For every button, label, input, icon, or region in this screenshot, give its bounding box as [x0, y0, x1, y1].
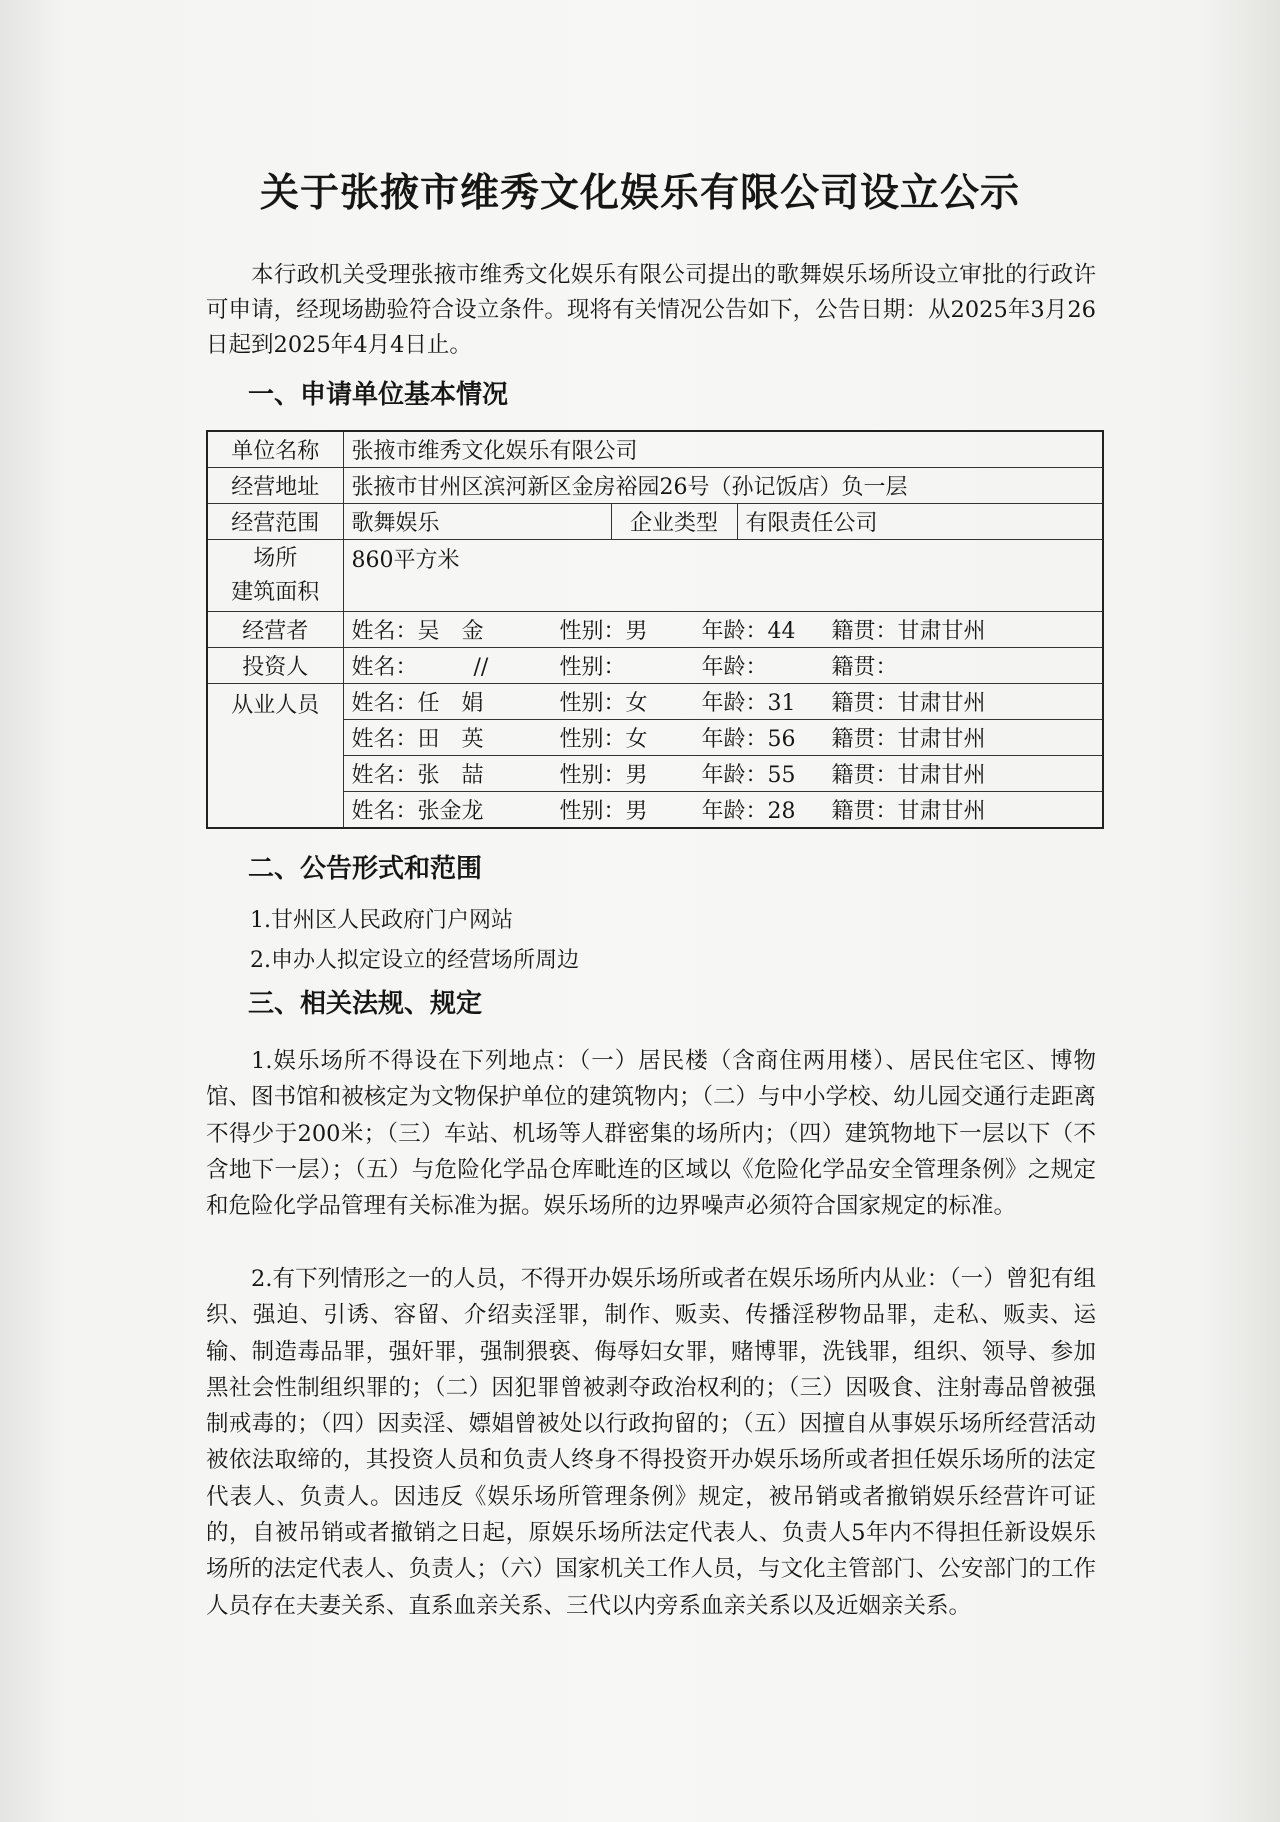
address-label: 经营地址 [207, 468, 343, 504]
operator-label: 经营者 [207, 612, 343, 648]
operator-age: 44 [767, 619, 796, 644]
staff-age: 55 [767, 763, 796, 788]
staff-age: 28 [767, 799, 796, 824]
operator-info: 姓名：吴 金 性别：男 年龄：44 籍贯：甘肃甘州 [343, 612, 1103, 648]
table-row [207, 612, 1103, 648]
operator-native: 甘肃甘州 [897, 619, 986, 644]
investor-name: // [473, 655, 489, 680]
unit-name-label: 单位名称 [207, 431, 343, 468]
investor-label: 投资人 [207, 648, 343, 684]
section-heading-announcement-scope: 二、公告形式和范围 [248, 854, 483, 884]
section-heading-basic-info: 一、申请单位基本情况 [248, 380, 509, 410]
staff-age: 31 [767, 691, 796, 716]
staff-native: 甘肃甘州 [897, 691, 986, 716]
list-item: 1.甘州区人民政府门户网站 [250, 908, 513, 933]
staff-native: 甘肃甘州 [897, 799, 986, 824]
staff-sex: 女 [625, 727, 648, 752]
area-value: 860平方米 [343, 540, 1103, 612]
table-row [207, 648, 1103, 684]
table-row [207, 431, 1103, 468]
staff-age: 56 [767, 727, 796, 752]
staff-name: 田 英 [417, 727, 484, 752]
table-row [207, 540, 1103, 612]
operator-name: 吴 金 [417, 619, 484, 644]
section-heading-regulations: 三、相关法规、规定 [248, 989, 483, 1019]
scope-value: 歌舞娱乐 [343, 504, 611, 540]
table-row [207, 504, 1103, 540]
staff-name: 张金龙 [417, 799, 484, 824]
investor-info: 姓名： // 性别： 年龄： 籍贯： [343, 648, 1103, 684]
area-label-line2: 建筑面积 [231, 579, 320, 605]
table-row [207, 468, 1103, 504]
regulation-paragraph: 2.有下列情形之一的人员，不得开办娱乐场所或者在娱乐场所内从业：（一）曾犯有组织、强迫、引诱、容留、介绍卖淫罪，制作、贩卖、传播淫秽物品罪，走私、贩卖、运输、制造毒品罪，强奸罪，强制猥亵、侮辱妇女罪，赌博罪，洗钱罪，组织、领导、参加黑社会性制组织罪的；（二）因犯罪曾被剥夺政治权利的；（三）因吸食、注射毒品曾被强制戒毒的；（四）因卖淫、嫖娼曾被处以行政拘留的；（五）因擅自从事娱乐场所经营活动被依法取缔的，其投资人员和负责人终身不得投资开办娱乐场所或者担任娱乐场所的法定代表人、负责人。因违反《娱乐场所管理条例》规定，被吊销或者撤销娱乐经营许可证的，自被吊销或者撤销之日起，原娱乐场所法定代表人、负责人5年内不得担任新设娱乐场所的法定代表人、负责人；（六）国家机关工作人员，与文化主管部门、公安部门的工作人员存在夫妻关系、直系血亲关系、三代以内旁系血亲关系以及近姻亲关系。 [206, 1266, 1096, 1619]
area-label-line1: 场所 [253, 545, 298, 571]
regulation-paragraph: 1.娱乐场所不得设在下列地点：（一）居民楼（含商住两用楼）、居民住宅区、博物馆、图书馆和被核定为文物保护单位的建筑物内；（二）与中小学校、幼儿园交通行走距离不得少于200米；（三）车站、机场等人群密集的场所内；（四）建筑物地下一层以下（不含地下一层）；（五）与危险化学品仓库毗连的区域以《危险化学品安全管理条例》之规定和危险化学品管理有关标准为据。娱乐场所的边界噪声必须符合国家规定的标准。 [206, 1048, 1096, 1220]
intro-paragraph: 本行政机关受理张掖市维秀文化娱乐有限公司提出的歌舞娱乐场所设立审批的行政许可申请，经现场勘验符合设立条件。现将有关情况公告如下，公告日期：从2025年3月26日起到2025年4月4日止。 [206, 262, 1096, 358]
type-label: 企业类型 [611, 504, 737, 540]
applicant-info-table [206, 430, 1104, 829]
type-value: 有限责任公司 [737, 504, 1103, 540]
area-label [207, 540, 343, 612]
staff-sex: 女 [625, 691, 648, 716]
staff-native: 甘肃甘州 [897, 727, 986, 752]
unit-name-value: 张掖市维秀文化娱乐有限公司 [343, 431, 1103, 468]
scope-label: 经营范围 [207, 504, 343, 540]
operator-sex: 男 [625, 619, 648, 644]
staff-name: 任 娟 [417, 691, 484, 716]
staff-row: 姓名：张 喆 性别：男 年龄：55 籍贯：甘肃甘州 [343, 756, 1103, 792]
document-title: 关于张掖市维秀文化娱乐有限公司设立公示 [259, 171, 1020, 216]
staff-sex: 男 [625, 763, 648, 788]
list-item: 2.申办人拟定设立的经营场所周边 [250, 948, 579, 973]
staff-name: 张 喆 [417, 763, 484, 788]
staff-row: 姓名：田 英 性别：女 年龄：56 籍贯：甘肃甘州 [343, 720, 1103, 756]
address-value: 张掖市甘州区滨河新区金房裕园26号（孙记饭店）负一层 [343, 468, 1103, 504]
staff-sex: 男 [625, 799, 648, 824]
staff-row: 姓名：张金龙 性别：男 年龄：28 籍贯：甘肃甘州 [343, 792, 1103, 829]
table-row [207, 684, 1103, 720]
staff-native: 甘肃甘州 [897, 763, 986, 788]
staff-label: 从业人员 [207, 684, 343, 829]
staff-row: 姓名：任 娟 性别：女 年龄：31 籍贯：甘肃甘州 [343, 684, 1103, 720]
